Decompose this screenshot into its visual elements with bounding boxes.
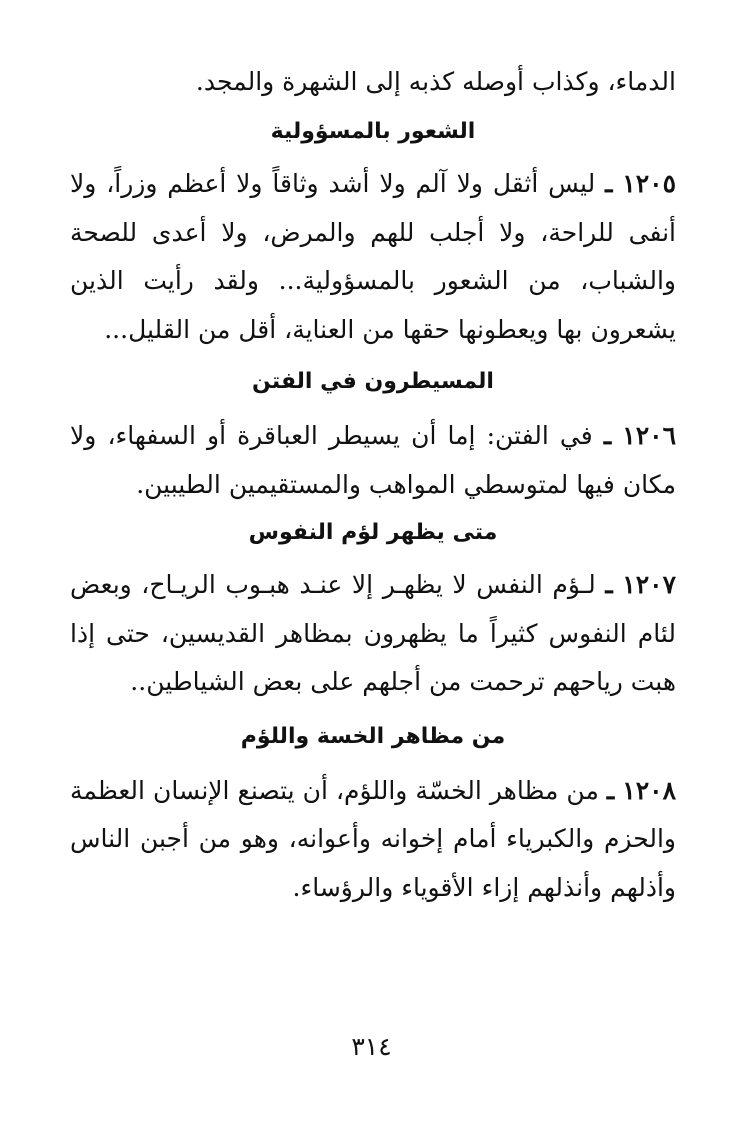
- entry-dash: ـ: [603, 421, 612, 450]
- section-heading: من مظاهر الخسة واللؤم: [240, 723, 506, 749]
- section-heading: الشعور بالمسؤولية: [270, 119, 476, 144]
- section-paragraph: [70, 160, 676, 354]
- section-heading: متى يظهر لؤم النفوس: [248, 520, 498, 545]
- page-number: ٣١٤: [351, 1032, 392, 1061]
- section-paragraph: [70, 767, 676, 913]
- section-1206: [70, 362, 676, 509]
- intro-line: الدماء، وكذاب أوصله كذبه إلى الشهرة والمجد.: [195, 67, 676, 96]
- entry-number: ١٢٠٨: [622, 775, 677, 805]
- section-paragraph: [70, 561, 676, 707]
- section-paragraph: [70, 412, 676, 509]
- entry-dash: ـ: [605, 169, 613, 198]
- page-body: [70, 58, 676, 912]
- section-1205: [70, 112, 676, 354]
- entry-number: ١٢٠٧: [622, 570, 677, 599]
- entry-dash: ـ: [606, 775, 615, 805]
- entry-text: من مظاهر الخسّة واللؤم، أن يتصنع الإنسان العظمة والحزم والكبرياء أمام إخوانه وأعوانه، وهو من أجبن الناس وأذلهم وأنذلهم إزاء الأقوياء والرؤساء.: [70, 775, 676, 902]
- entry-number: ١٢٠٥: [622, 169, 676, 198]
- entry-text: في الفتن: إما أن يسيطر العباقرة أو السفهاء، ولا مكان فيها لمتوسطي المواهب والمستقيمين الطيبين.: [70, 421, 676, 499]
- entry-text: لـؤم النفس لا يظهـر إلا عنـد هبـوب الريـاح، وبعض لئام النفوس كثيراً ما يظهرون بمظاهر القديسين، حتى إذا هبت رياحهم ترحمت من أجلهم على بعض الشياطين..: [70, 570, 676, 696]
- section-heading: المسيطرون في الفتن: [252, 369, 494, 394]
- section-1208: [70, 717, 676, 913]
- entry-dash: ـ: [605, 570, 613, 599]
- entry-text: ليس أثقل ولا آلم ولا أشد وثاقاً ولا أعظم وزراً، ولا أنفى للراحة، ولا أجلب للهم والمرض، ولا أعدى للصحة والشباب، من الشعور بالمسؤولية... ولقد رأيت الذين يشعرون بها ويعطونها حقها من العناية، أقل من القليل...: [70, 169, 676, 344]
- section-1207: [70, 513, 676, 707]
- entry-number: ١٢٠٦: [622, 421, 677, 450]
